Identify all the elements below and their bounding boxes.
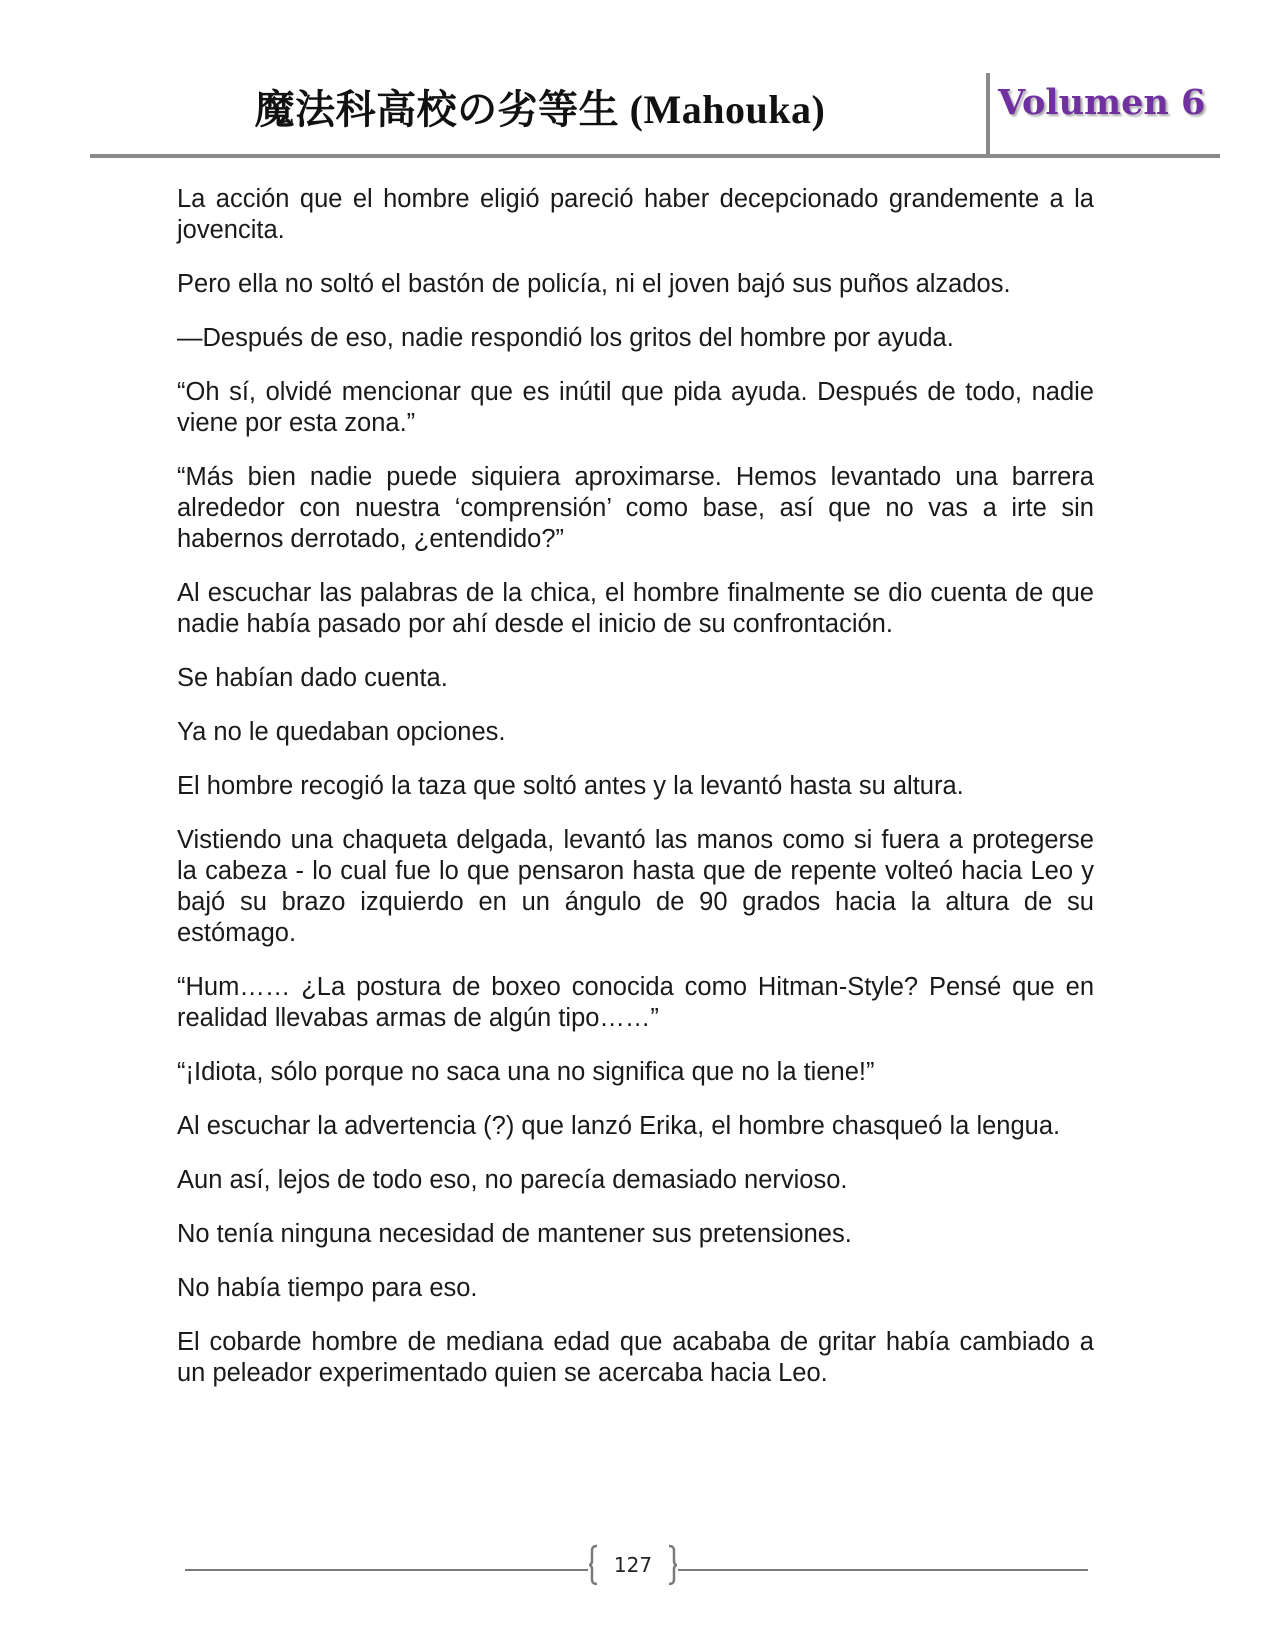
paragraph: “Hum…… ¿La postura de boxeo conocida como Hitman-Style? Pensé que en realidad llevabas armas de algún tipo……” xyxy=(177,973,1094,1032)
paragraph: El cobarde hombre de mediana edad que acababa de gritar había cambiado a un peleador experimentado quien se acercaba hacia Leo. xyxy=(177,1328,1094,1387)
left-brace-icon xyxy=(588,1544,598,1586)
paragraph: Vistiendo una chaqueta delgada, levantó las manos como si fuera a protegerse la cabeza - lo cual fue lo que pensaron hasta que de repente volteó hacia Leo y bajó su brazo izquierdo en un ángulo de 90 grados hacia la altura de su estómago. xyxy=(177,826,1094,947)
paragraph: Al escuchar la advertencia (?) que lanzó Erika, el hombre chasqueó la lengua. xyxy=(177,1112,1061,1140)
paragraph: Se habían dado cuenta. xyxy=(177,664,448,692)
paragraph: —Después de eso, nadie respondió los gritos del hombre por ayuda. xyxy=(177,324,954,352)
paragraph: “Más bien nadie puede siquiera aproximarse. Hemos levantado una barrera alrededor con nuestra ‘comprensión’ como base, así que no vas a irte sin habernos derrotado, ¿entendido?” xyxy=(177,463,1094,553)
paragraph: El hombre recogió la taza que soltó antes y la levantó hasta su altura. xyxy=(177,772,964,800)
right-brace-icon xyxy=(668,1544,678,1586)
page-footer xyxy=(0,1540,1275,1600)
footer-rule-left xyxy=(185,1569,588,1571)
volume-label: Volumen 6 xyxy=(998,82,1206,123)
paragraph: “¡Idiota, sólo porque no saca una no significa que no la tiene!” xyxy=(177,1058,875,1086)
paragraph: Aun así, lejos de todo eso, no parecía demasiado nervioso. xyxy=(177,1166,848,1194)
page-body xyxy=(177,184,1094,1412)
header-rule xyxy=(90,154,1220,158)
paragraph: No había tiempo para eso. xyxy=(177,1274,478,1302)
paragraph: La acción que el hombre eligió pareció haber decepcionado grandemente a la jovencita. xyxy=(177,185,1094,244)
footer-rule-right xyxy=(678,1569,1088,1571)
paragraph: “Oh sí, olvidé mencionar que es inútil que pida ayuda. Después de todo, nadie viene por esta zona.” xyxy=(177,378,1094,437)
paragraph: Ya no le quedaban opciones. xyxy=(177,718,506,746)
paragraph: Pero ella no soltó el bastón de policía, ni el joven bajó sus puños alzados. xyxy=(177,270,1011,298)
page-header xyxy=(0,0,1275,160)
book-title: 魔法科高校の劣等生 (Mahouka) xyxy=(254,87,826,132)
header-divider xyxy=(986,73,990,158)
page-number: 127 xyxy=(613,1553,653,1577)
paragraph: Al escuchar las palabras de la chica, el hombre finalmente se dio cuenta de que nadie había pasado por ahí desde el inicio de su confrontación. xyxy=(177,579,1094,638)
paragraph: No tenía ninguna necesidad de mantener sus pretensiones. xyxy=(177,1220,852,1248)
